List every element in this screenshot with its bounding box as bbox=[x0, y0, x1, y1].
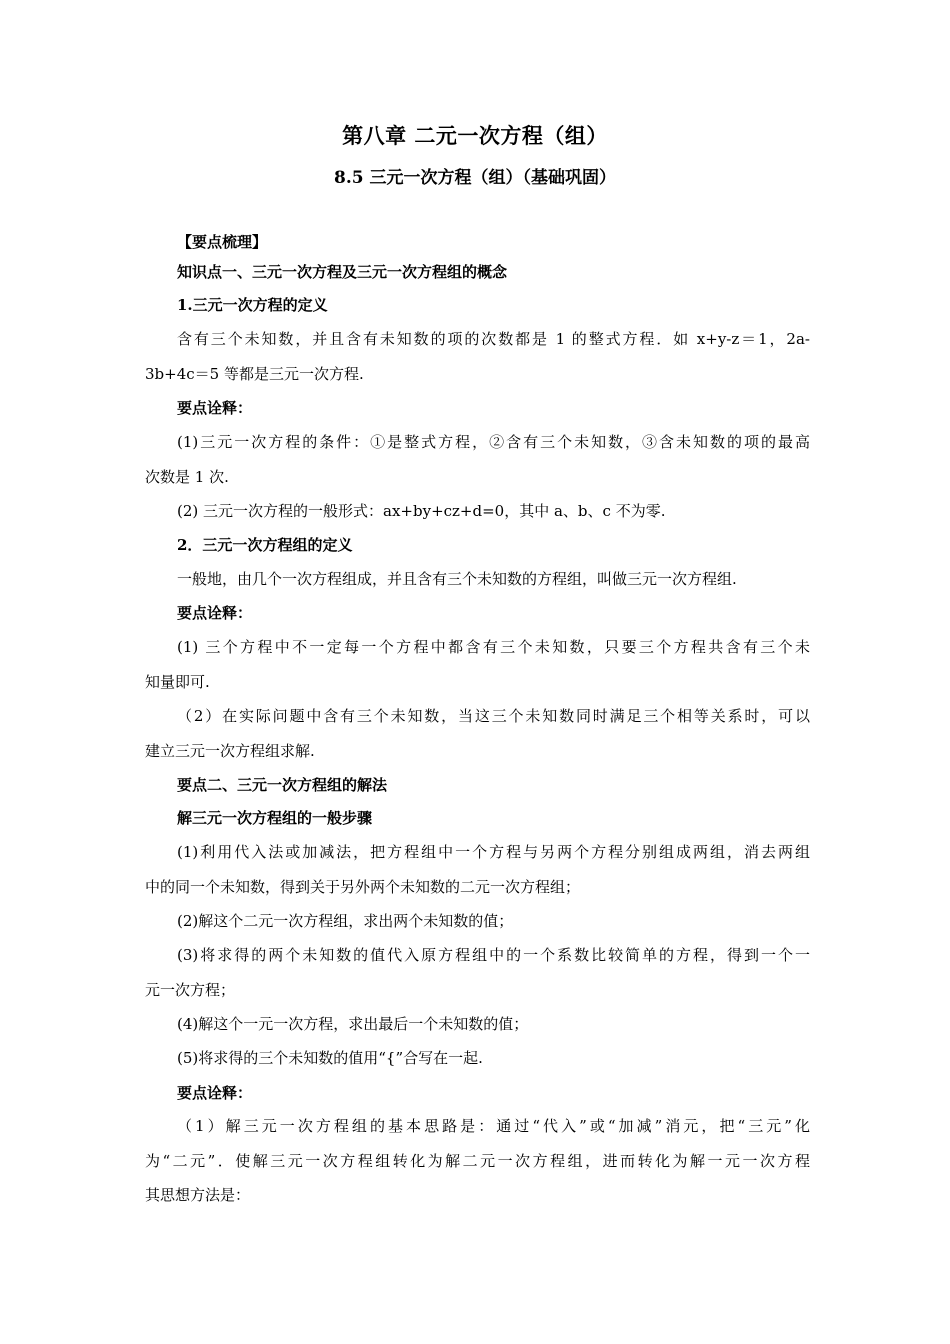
paragraph-line: （2）在实际问题中含有三个未知数，当这三个未知数同时满足三个相等关系时，可以 bbox=[177, 707, 810, 725]
paragraph-line: 知量即可. bbox=[145, 673, 210, 691]
paragraph-line: (3)将求得的两个未知数的值代入原方程组中的一个系数比较简单的方程，得到一个一 bbox=[177, 946, 810, 964]
chapter-title: 第八章 二元一次方程（组） bbox=[342, 123, 608, 148]
knowledge-point-1-heading: 知识点一、三元一次方程及三元一次方程组的概念 bbox=[177, 263, 508, 281]
paragraph-line: (2) 三元一次方程的一般形式：ax+by+cz+d=0，其中 a、b、c 不为零. bbox=[177, 502, 666, 520]
note-heading: 要点诠释： bbox=[177, 1084, 253, 1102]
paragraph-line: （1）解三元一次方程组的基本思路是：通过“代入”或“加减”消元，把“三元”化 bbox=[177, 1117, 810, 1135]
paragraph-line: (1)三元一次方程的条件：①是整式方程，②含有三个未知数，③含未知数的项的最高 bbox=[177, 433, 810, 451]
note-heading: 要点诠释： bbox=[177, 604, 253, 622]
paragraph-line: 一般地，由几个一次方程组成，并且含有三个未知数的方程组，叫做三元一次方程组. bbox=[177, 570, 737, 588]
paragraph-line: (2)解这个二元一次方程组，求出两个未知数的值； bbox=[177, 912, 514, 930]
definition-heading-2: 2．三元一次方程组的定义 bbox=[177, 536, 353, 554]
summary-heading: 【要点梳理】 bbox=[177, 233, 268, 251]
paragraph-line: (4)解这个一元一次方程，求出最后一个未知数的值； bbox=[177, 1015, 529, 1033]
paragraph-line: (1) 三个方程中不一定每一个方程中都含有三个未知数，只要三个方程共含有三个未 bbox=[177, 638, 810, 656]
paragraph-line: 次数是 1 次. bbox=[145, 468, 229, 486]
key-point-2-heading: 要点二、三元一次方程组的解法 bbox=[177, 776, 388, 794]
paragraph-line: 3b+4c＝5 等都是三元一次方程. bbox=[145, 365, 364, 383]
note-heading: 要点诠释： bbox=[177, 399, 253, 417]
paragraph-line: 元一次方程； bbox=[145, 981, 236, 999]
paragraph-line: 其思想方法是： bbox=[145, 1186, 251, 1204]
paragraph-line: (1)利用代入法或加减法，把方程组中一个方程与另两个方程分别组成两组，消去两组 bbox=[177, 843, 810, 861]
steps-heading: 解三元一次方程组的一般步骤 bbox=[177, 809, 373, 827]
paragraph-line: 为“二元”．使解三元一次方程组转化为解二元一次方程组，进而转化为解一元一次方程 bbox=[145, 1152, 810, 1170]
paragraph-line: 含有三个未知数，并且含有未知数的项的次数都是 1 的整式方程．如 x+y-z＝1，2a- bbox=[177, 330, 810, 348]
section-title: 8.5 三元一次方程（组）（基础巩固） bbox=[334, 168, 616, 188]
paragraph-line: 建立三元一次方程组求解. bbox=[145, 742, 315, 760]
paragraph-line: 中的同一个未知数，得到关于另外两个未知数的二元一次方程组； bbox=[145, 878, 581, 896]
paragraph-line: (5)将求得的三个未知数的值用“{”合写在一起. bbox=[177, 1049, 483, 1067]
definition-heading-1: 1.三元一次方程的定义 bbox=[177, 296, 328, 314]
